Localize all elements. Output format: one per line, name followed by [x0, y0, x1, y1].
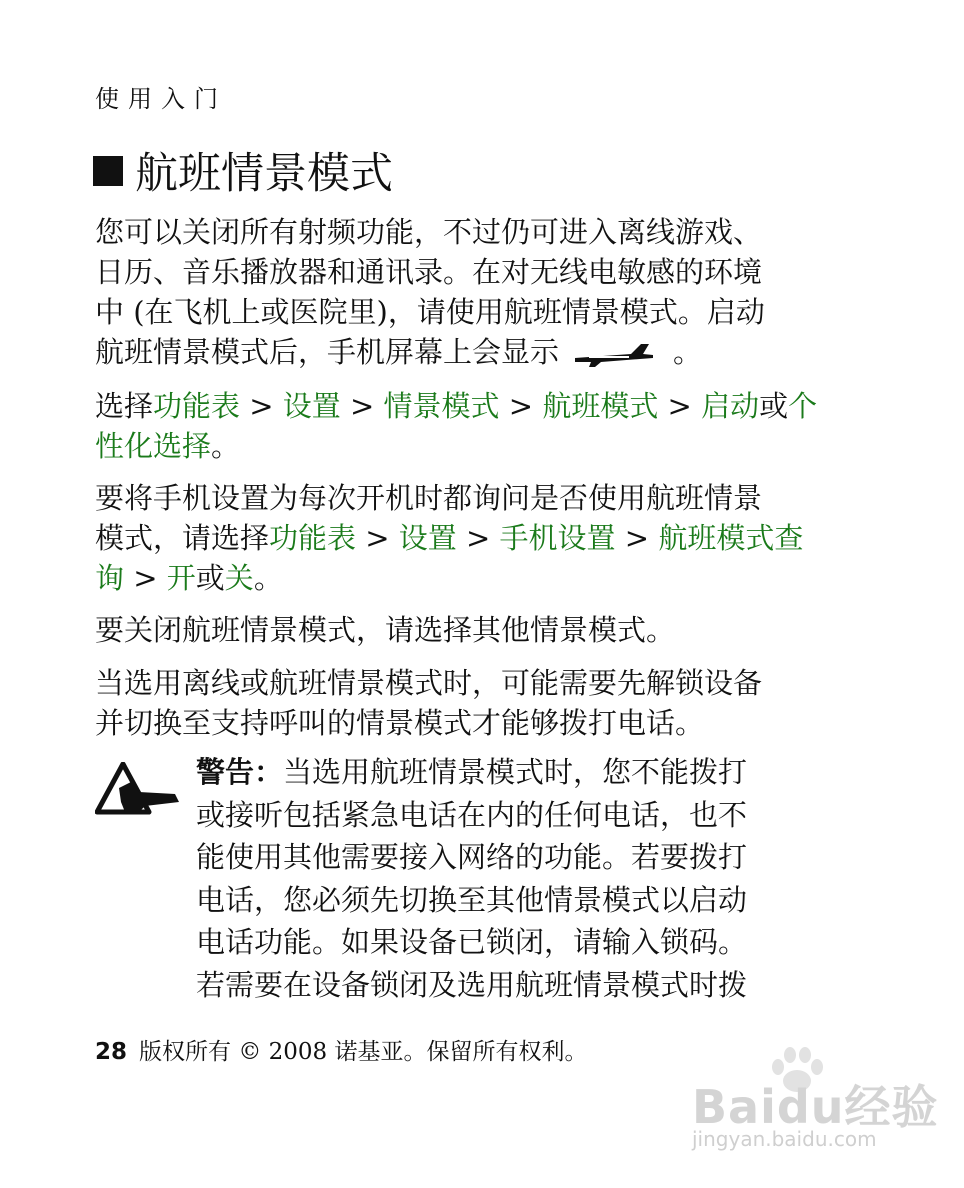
text-span: 。 [253, 561, 283, 595]
paragraph-unlock [95, 663, 845, 743]
text-span: 模式，请选择 [95, 521, 270, 555]
text-span: 航班情景模式后，手机屏幕上会显示 [95, 335, 560, 369]
path-separator: > [124, 561, 167, 595]
menu-path-item: 设置 [282, 389, 341, 423]
text-line: 当选用离线或航班情景模式时，可能需要先解锁设备 [95, 666, 763, 700]
warning-label: 警告： [196, 755, 284, 789]
page-number: 28 [95, 1039, 128, 1065]
path-separator: > [615, 521, 659, 555]
paragraph-startup-query [95, 478, 845, 598]
running-head: 使用入门 [95, 85, 227, 113]
baidu-watermark [688, 1045, 939, 1165]
path-separator: > [340, 389, 384, 423]
menu-path-item: 情景模式 [383, 389, 500, 423]
menu-path-item: 询 [95, 561, 125, 595]
warning-block [196, 751, 836, 1007]
text-line [95, 426, 845, 466]
path-separator: > [240, 389, 283, 423]
text-line [95, 518, 845, 558]
watermark-url: jingyan.baidu.com [692, 1127, 877, 1151]
text-line: 中 (在飞机上或医院里)，请使用航班情景模式。启动 [95, 295, 765, 329]
menu-path-item: 航班模式 [542, 389, 659, 423]
text-line [196, 751, 836, 794]
text-line: 日历、音乐播放器和通讯录。在对无线电敏感的环境 [95, 255, 763, 289]
text-span: 。 [673, 335, 703, 369]
text-span: 当选用航班情景模式时，您不能拨打 [283, 755, 748, 789]
text-line: 或接听包括紧急电话在内的任何电话，也不 [196, 797, 748, 832]
text-line: 并切换至支持呼叫的情景模式才能够拨打电话。 [95, 706, 705, 740]
text-line: 您可以关闭所有射频功能，不过仍可进入离线游戏、 [95, 215, 763, 249]
text-span: 。 [211, 429, 241, 463]
text-line: 能使用其他需要接入网络的功能。若要拨打 [196, 840, 748, 875]
text-span: 或 [759, 389, 789, 423]
airplane-icon [571, 340, 655, 368]
menu-path-item: 设置 [398, 521, 457, 555]
menu-path-item: 功能表 [269, 521, 357, 555]
menu-path-item: 个 [788, 389, 818, 423]
path-separator: > [658, 389, 702, 423]
text-span: 选择 [95, 389, 154, 423]
path-separator: > [499, 389, 543, 423]
watermark-brand: Baidu经验 [692, 1080, 939, 1134]
menu-path-item: 开 [166, 561, 196, 595]
paragraph-intro [95, 212, 845, 372]
text-line: 电话功能。如果设备已锁闭，请输入锁码。 [196, 925, 748, 960]
menu-path-item: 功能表 [153, 389, 241, 423]
text-line [95, 558, 845, 598]
text-line: 电话，您必须先切换至其他情景模式以启动 [196, 882, 748, 917]
menu-path-item: 航班模式查 [658, 521, 804, 555]
path-separator: > [456, 521, 500, 555]
paragraph-close-mode [95, 610, 845, 650]
text-line: 若需要在设备锁闭及选用航班情景模式时拨 [196, 967, 748, 1002]
text-line [95, 332, 845, 372]
warning-icon [95, 762, 181, 816]
page-footer [95, 1037, 587, 1067]
text-line: 要关闭航班情景模式，请选择其他情景模式。 [95, 613, 676, 647]
menu-path-item: 启动 [701, 389, 760, 423]
section-bullet [93, 156, 123, 186]
path-separator: > [356, 521, 399, 555]
paragraph-select-path [95, 386, 845, 466]
menu-path-item: 手机设置 [499, 521, 616, 555]
menu-path-item: 关 [224, 561, 254, 595]
menu-path-item: 性化选择 [95, 429, 212, 463]
text-line: 要将手机设置为每次开机时都询问是否使用航班情景 [95, 481, 763, 515]
section-title [93, 148, 393, 200]
text-line [95, 386, 845, 426]
section-title-text: 航班情景模式 [135, 149, 393, 199]
copyright-text: 版权所有 © 2008 诺基亚。保留所有权利。 [139, 1039, 588, 1065]
text-span: 或 [195, 561, 225, 595]
